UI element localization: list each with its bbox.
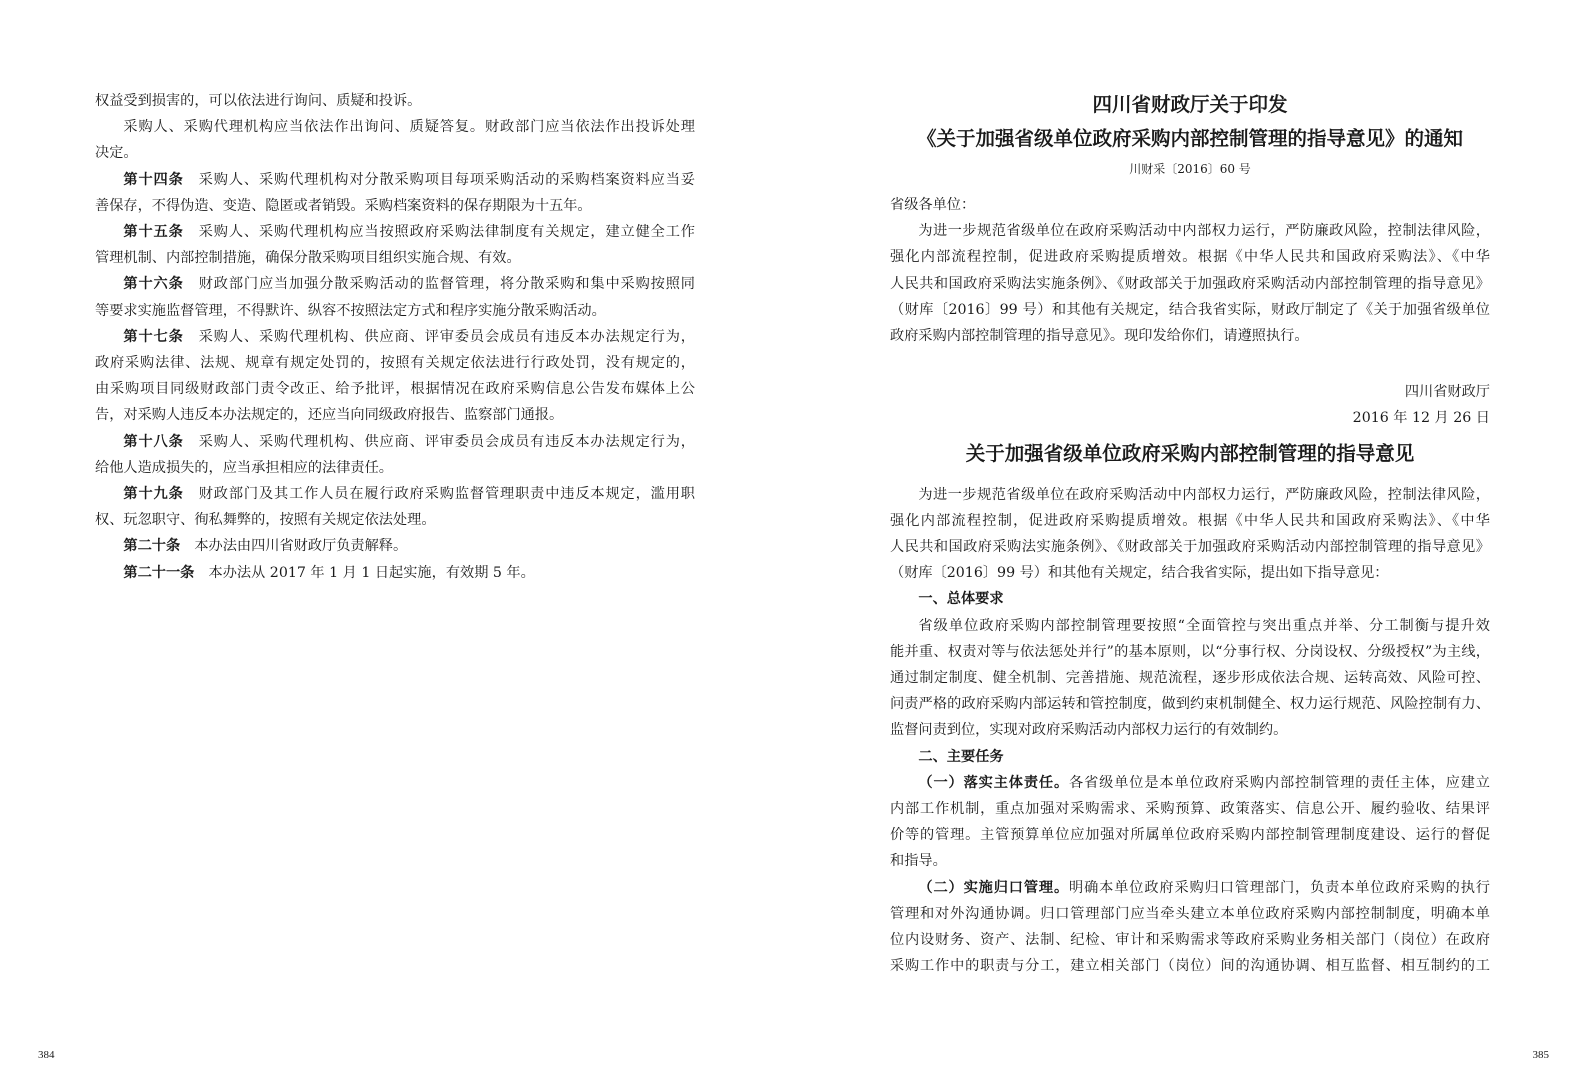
line-text: （财库〔2016〕99 号）和其他有关规定，结合我省实际，提出如下指导意见： bbox=[890, 565, 1389, 582]
text-line bbox=[890, 744, 1490, 770]
line-text: 采购人、采购代理机构、供应商、评审委员会成员有违反本办法规定行为， bbox=[183, 433, 695, 450]
guidance-title: 关于加强省级单位政府采购内部控制管理的指导意见 bbox=[965, 441, 1415, 465]
section-heading: （一）落实主体责任。 bbox=[918, 774, 1070, 791]
line-text: 财政部门及其工作人员在履行政府采购监督管理职责中违反本规定，滥用职 bbox=[183, 486, 695, 503]
text-line bbox=[95, 350, 695, 376]
line-text: 财政部门应当加强分散采购活动的监督管理，将分散采购和集中采购按照同 bbox=[183, 276, 695, 293]
line-text: 明确本单位政府采购归口管理部门，负责本单位政府采购的执行 bbox=[1069, 879, 1490, 896]
line-text: 强化内部流程控制，促进政府采购提质增效。根据《中华人民共和国政府采购法》、《中华 bbox=[890, 512, 1490, 529]
text-line bbox=[95, 114, 695, 140]
line-text: 管理机制、内部控制措施，确保分散采购项目组织实施合规、有效。 bbox=[95, 250, 521, 267]
text-line bbox=[95, 271, 695, 297]
spacer bbox=[890, 349, 1490, 379]
notice-body bbox=[890, 218, 1490, 349]
notice-title-line1: 四川省财政厅关于印发 bbox=[1092, 93, 1288, 116]
page-number-left: 384 bbox=[38, 1049, 55, 1061]
text-line bbox=[890, 218, 1490, 244]
line-text: 通过制定制度、健全机制、完善措施、规范流程，逐步形成依法合规、运转高效、风险可控、 bbox=[890, 670, 1490, 687]
line-text: 管理和对外沟通协调。归口管理部门应当牵头建立本单位政府采购内部控制制度，明确本单 bbox=[890, 905, 1490, 922]
article-label: 第十九条 bbox=[123, 486, 184, 503]
left-page bbox=[0, 0, 793, 1077]
line-text: 监督问责到位，实现对政府采购活动内部权力运行的有效制约。 bbox=[890, 722, 1288, 739]
text-line bbox=[890, 534, 1490, 560]
line-text: 位内设财务、资产、法制、纪检、审计和采购需求等政府采购业务相关部门（岗位）在政府 bbox=[890, 932, 1490, 949]
line-text: 采购工作中的职责与分工，建立相关部门（岗位）间的沟通协调、相互监督、相互制约的工 bbox=[890, 958, 1490, 975]
text-line bbox=[95, 324, 695, 350]
text-line bbox=[95, 507, 695, 533]
line-text: 采购人、采购代理机构应当按照政府采购法律制度有关规定，建立健全工作 bbox=[183, 224, 695, 241]
line-text: 权益受到损害的，可以依法进行询问、质疑和投诉。 bbox=[95, 93, 422, 109]
line-text: 价等的管理。主管预算单位应加强对所属单位政府采购内部控制管理制度建设、运行的督促 bbox=[890, 827, 1490, 844]
right-page-text bbox=[890, 88, 1490, 979]
line-text: 善保存，不得伪造、变造、隐匿或者销毁。采购档案资料的保存期限为十五年。 bbox=[95, 197, 592, 214]
text-line bbox=[890, 639, 1490, 665]
text-line bbox=[95, 455, 695, 481]
text-line bbox=[890, 770, 1490, 796]
text-line bbox=[890, 822, 1490, 848]
text-line bbox=[95, 560, 695, 586]
text-line bbox=[890, 508, 1490, 534]
line-text: 决定。 bbox=[95, 145, 138, 162]
section-heading: （二）实施归口管理。 bbox=[918, 879, 1070, 896]
line-text: 人民共和国政府采购法实施条例》、《财政部关于加强政府采购活动内部控制管理的指导意见》 bbox=[890, 275, 1490, 292]
line-text: 问责严格的政府采购内部运转和管控制度，做到约束机制健全、权力运行规范、风险控制有力、 bbox=[890, 696, 1490, 713]
text-line bbox=[95, 88, 695, 114]
text-line bbox=[890, 297, 1490, 323]
text-line bbox=[890, 927, 1490, 953]
article-label: 第十五条 bbox=[123, 224, 184, 241]
line-text: 内部工作机制，重点加强对采购需求、采购预算、政策落实、信息公开、履约验收、结果评 bbox=[890, 801, 1490, 818]
text-line bbox=[95, 219, 695, 245]
line-text: 和指导。 bbox=[890, 853, 947, 870]
line-text: 告，对采购人违反本办法规定的，还应当向同级政府报告、监察部门通报。 bbox=[95, 407, 564, 424]
line-text: 为进一步规范省级单位在政府采购活动中内部权力运行，严防廉政风险，控制法律风险， bbox=[918, 486, 1490, 503]
article-label: 第十四条 bbox=[123, 171, 184, 188]
text-line bbox=[95, 298, 695, 324]
text-line bbox=[890, 560, 1490, 586]
line-text: 权、玩忽职守、徇私舞弊的，按照有关规定依法处理。 bbox=[95, 512, 436, 529]
text-line bbox=[890, 717, 1490, 743]
line-text: 各省级单位是本单位政府采购内部控制管理的责任主体，应建立 bbox=[1069, 774, 1490, 791]
text-line bbox=[890, 613, 1490, 639]
line-text: 采购人、采购代理机构、供应商、评审委员会成员有违反本办法规定行为， bbox=[183, 328, 695, 345]
article-label: 第十六条 bbox=[123, 276, 184, 293]
text-line bbox=[95, 167, 695, 193]
line-text: 本办法从 2017 年 1 月 1 日起实施，有效期 5 年。 bbox=[194, 564, 535, 581]
notice-title-line2: 《关于加强省级单位政府采购内部控制管理的指导意见》的通知 bbox=[916, 127, 1463, 150]
line-text: 本办法由四川省财政厅负责解释。 bbox=[180, 538, 408, 555]
line-text: 能并重、权责对等与依法惩处并行”的基本原则，以“分事行权、分岗设权、分级授权”为主线， bbox=[890, 643, 1490, 660]
text-line bbox=[890, 665, 1490, 691]
signature-date: 2016 年 12 月 26 日 bbox=[1352, 410, 1490, 427]
line-text: 等要求实施监督管理，不得默许、纵容不按照法定方式和程序实施分散采购活动。 bbox=[95, 302, 606, 319]
text-line bbox=[890, 586, 1490, 612]
text-line bbox=[890, 875, 1490, 901]
text-line bbox=[890, 848, 1490, 874]
text-line bbox=[890, 901, 1490, 927]
line-text: （财库〔2016〕99 号）和其他有关规定，结合我省实际，财政厅制定了《关于加强省级单位 bbox=[890, 301, 1490, 318]
page-number-right: 385 bbox=[1532, 1049, 1549, 1061]
text-line bbox=[95, 481, 695, 507]
text-line bbox=[890, 796, 1490, 822]
line-text: 强化内部流程控制，促进政府采购提质增效。根据《中华人民共和国政府采购法》、《中华 bbox=[890, 249, 1490, 266]
line-text: 采购人、采购代理机构应当依法作出询问、质疑答复。财政部门应当依法作出投诉处理 bbox=[123, 119, 695, 136]
text-line bbox=[95, 533, 695, 559]
line-text: 政府采购内部控制管理的指导意见》。现印发给你们，请遵照执行。 bbox=[890, 328, 1309, 345]
text-line bbox=[890, 244, 1490, 270]
document-number: 川财采〔2016〕60 号 bbox=[1129, 162, 1251, 176]
line-text: 采购人、采购代理机构对分散采购项目每项采购活动的采购档案资料应当妥 bbox=[183, 171, 695, 188]
text-line bbox=[890, 482, 1490, 508]
line-text: 为进一步规范省级单位在政府采购活动中内部权力运行，严防廉政风险，控制法律风险， bbox=[918, 223, 1490, 240]
text-line bbox=[95, 402, 695, 428]
article-label: 第十八条 bbox=[123, 433, 184, 450]
text-line bbox=[890, 691, 1490, 717]
text-line bbox=[890, 271, 1490, 297]
text-line bbox=[95, 140, 695, 166]
section-heading: 二、主要任务 bbox=[918, 748, 1004, 765]
section-heading: 一、总体要求 bbox=[918, 591, 1004, 608]
text-line bbox=[95, 245, 695, 271]
line-text: 由采购项目同级财政部门责令改正、给予批评，根据情况在政府采购信息公告发布媒体上公 bbox=[95, 381, 695, 398]
text-line bbox=[95, 376, 695, 402]
text-line bbox=[95, 193, 695, 219]
line-text: 给他人造成损失的，应当承担相应的法律责任。 bbox=[95, 459, 393, 476]
article-label: 第二十条 bbox=[123, 538, 181, 555]
line-text: 人民共和国政府采购法实施条例》、《财政部关于加强政府采购活动内部控制管理的指导意见》 bbox=[890, 539, 1490, 556]
text-line bbox=[95, 429, 695, 455]
line-text: 省级单位政府采购内部控制管理要按照“全面管控与突出重点并举、分工制衡与提升效 bbox=[918, 617, 1490, 634]
left-page-text bbox=[95, 88, 695, 586]
signature-org: 四川省财政厅 bbox=[1404, 384, 1490, 401]
article-label: 第二十一条 bbox=[123, 564, 195, 581]
line-text: 政府采购法律、法规、规章有规定处罚的，按照有关规定依法进行行政处罚，没有规定的， bbox=[95, 355, 695, 372]
text-line bbox=[890, 953, 1490, 979]
right-page bbox=[793, 0, 1587, 1077]
addressee: 省级各单位： bbox=[890, 197, 976, 213]
article-label: 第十七条 bbox=[123, 328, 184, 345]
text-line bbox=[890, 323, 1490, 349]
guidance-body bbox=[890, 482, 1490, 980]
